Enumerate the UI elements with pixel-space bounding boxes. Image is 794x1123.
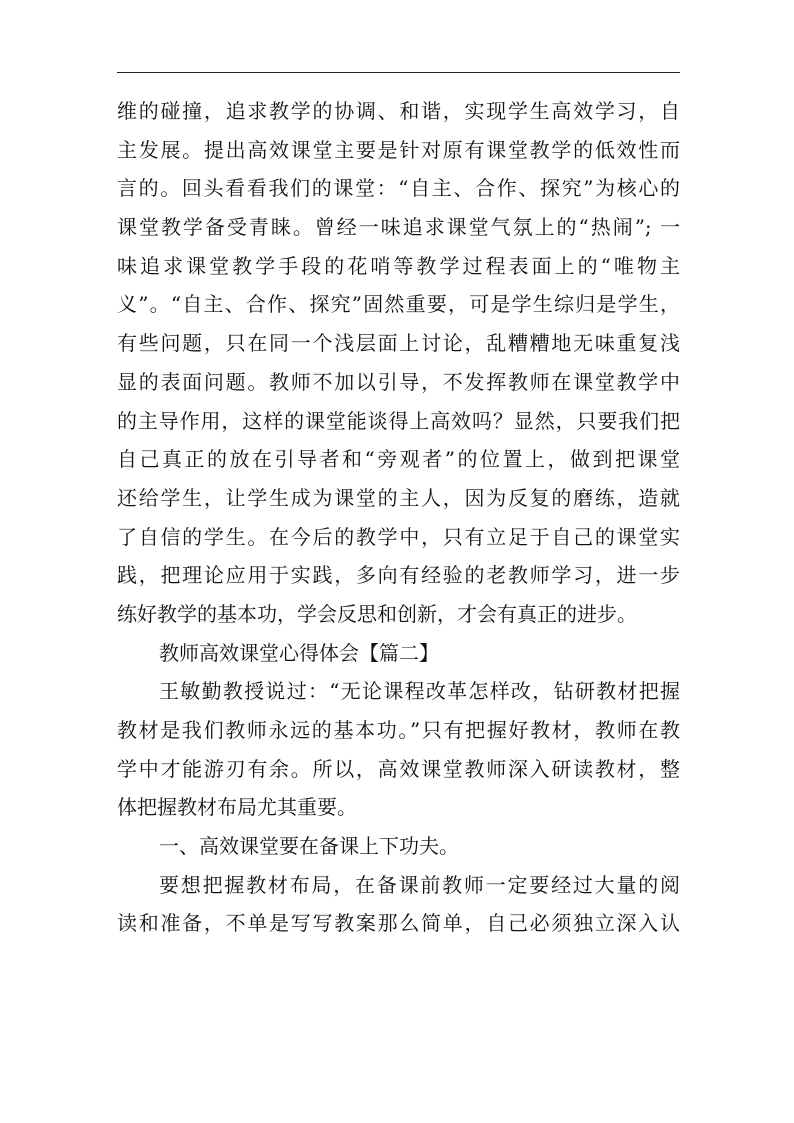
paragraph-3 [117, 866, 680, 943]
text-line: 课堂教学备受青睐。曾经一味追求课堂气氛上的“热闹”; 一 [117, 215, 680, 240]
text-line: 自己真正的放在引导者和“旁观者”的位置上，做到把课堂 [117, 447, 680, 472]
text-line: 教材是我们教师永远的基本功。”只有把握好教材，教师在教 [117, 718, 680, 742]
text-line: 了自信的学生。在今后的教学中，只有立足于自己的课堂实 [117, 524, 680, 549]
text-line: 有些问题，只在同一个浅层面上讨论，乱糟糟地无味重复浅 [117, 331, 680, 356]
header-rule [117, 72, 680, 73]
text-line: 义”。“自主、合作、探究”固然重要，可是学生综归是学生， [117, 292, 680, 317]
text-line: 要想把握教材布局，在备课前教师一定要经过大量的阅 [159, 872, 680, 897]
text-line: 言的。回头看看我们的课堂：“自主、合作、探究”为核心的 [117, 176, 680, 201]
text-line: 践，把理论应用于实践，多向有经验的老教师学习，进一步 [117, 563, 680, 588]
text-line: 显的表面问题。教师不加以引导，不发挥教师在课堂教学中 [117, 369, 680, 394]
text-line: 维的碰撞，追求教学的协调、和谐，实现学生高效学习，自 [117, 99, 680, 123]
subheading: 一、高效课堂要在备课上下功夫。 [159, 834, 459, 859]
text-line: 体把握教材布局尤其重要。 [117, 795, 357, 820]
text-line: 还给学生，让学生成为课堂的主人，因为反复的磨练，造就 [117, 485, 680, 510]
paragraph-1 [117, 92, 680, 634]
paragraph-2 [117, 672, 680, 827]
document-body [117, 92, 680, 943]
text-line: 王敏勤教授说过：“无论课程改革怎样改，钻研教材把握 [159, 679, 680, 704]
text-line: 学中才能游刃有余。所以，高效课堂教师深入研读教材，整 [117, 756, 680, 781]
text-line: 读和准备，不单是写写教案那么简单，自己必须独立深入认 [117, 911, 680, 936]
text-line: 主发展。提出高效课堂主要是针对原有课堂教学的低效性而 [117, 137, 680, 162]
section-title: 教师高效课堂心得体会【篇二】 [159, 640, 439, 665]
text-line: 味追求课堂教学手段的花哨等教学过程表面上的“唯物主 [117, 253, 680, 278]
text-line: 的主导作用，这样的课堂能谈得上高效吗？显然，只要我们把 [117, 408, 680, 433]
text-line: 练好教学的基本功，学会反思和创新，才会有真正的进步。 [117, 601, 637, 626]
